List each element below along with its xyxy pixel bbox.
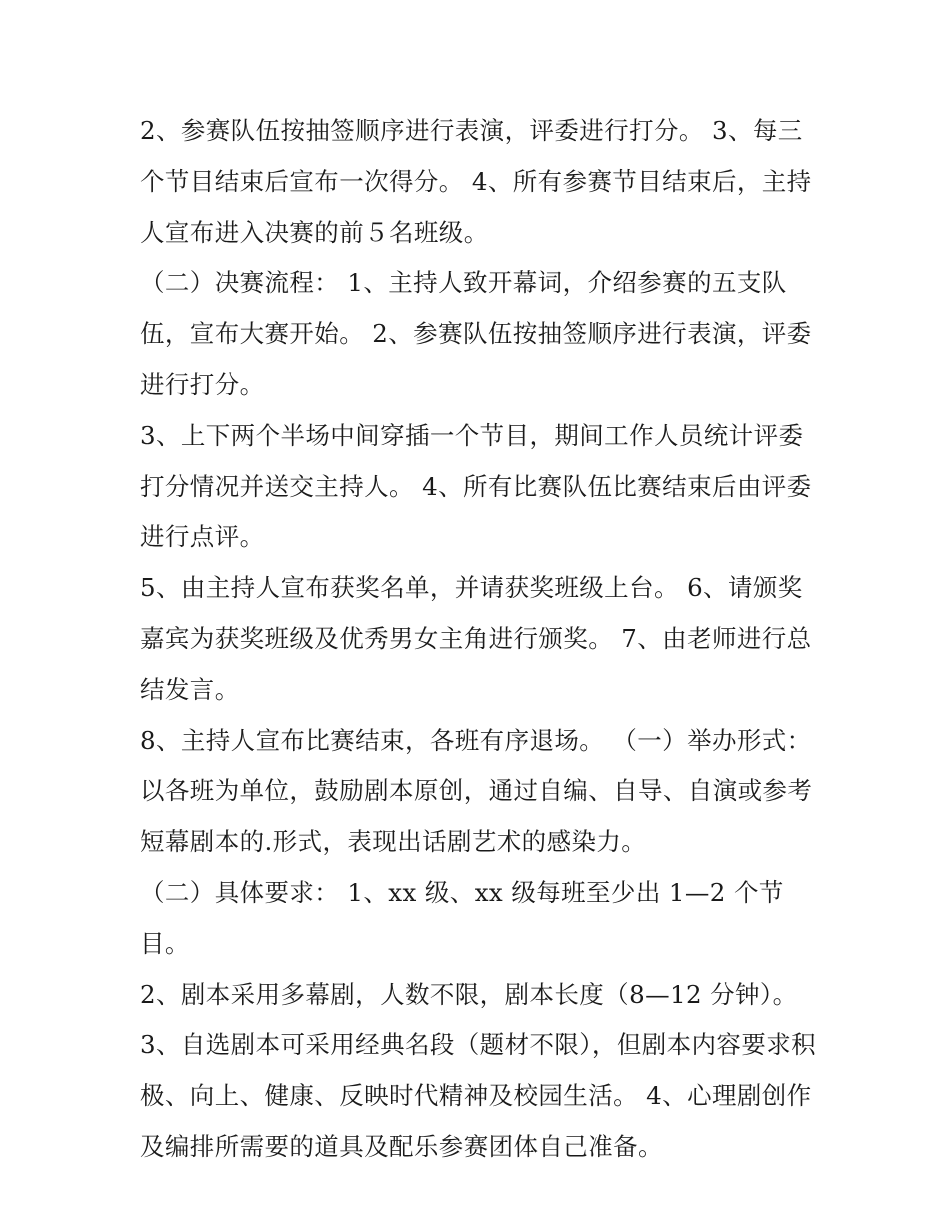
paragraph-5: 8、主持人宣布比赛结束，各班有序退场。 （一）举办形式：以各班为单位，鼓励剧本原创，通过自编、自导、自演或参考短幕剧本的.形式，表现出话剧艺术的感染力。 [140, 725, 813, 857]
paragraph-4: 5、由主持人宣布获奖名单，并请获奖班级上台。 6、请颁奖嘉宾为获奖班级及优秀男女主角进行颁奖。 7、由老师进行总结发言。 [140, 573, 812, 704]
paragraph-3: 3、上下两个半场中间穿插一个节目，期间工作人员统计评委打分情况并送交主持人。 4、所有比赛队伍比赛结束后由评委进行点评。 [140, 420, 812, 552]
paragraph-2: （二）决赛流程： 1、主持人致开幕词，介绍参赛的五支队伍，宣布大赛开始。 2、参赛队伍按抽签顺序进行表演，评委进行打分。 [140, 268, 812, 399]
paragraph-1: 2、参赛队伍按抽签顺序进行表演，评委进行打分。 3、每三个节目结束后宣布一次得分。 4、所有参赛节目结束后，主持人宣布进入决赛的前５名班级。 [140, 116, 812, 247]
paragraph-7: 2、剧本采用多幕剧，人数不限，剧本长度（8—12 分钟）。 [140, 979, 798, 1009]
document-body [140, 106, 820, 1173]
paragraph-8: 3、自选剧本可采用经典名段（题材不限），但剧本内容要求积极、向上、健康、反映时代精神及校园生活。 4、心理剧创作及编排所需要的道具及配乐参赛团体自己准备。 [140, 1030, 817, 1161]
paragraph-6: （二）具体要求： 1、xx 级、xx 级每班至少出 1—2 个节目。 [140, 877, 784, 958]
